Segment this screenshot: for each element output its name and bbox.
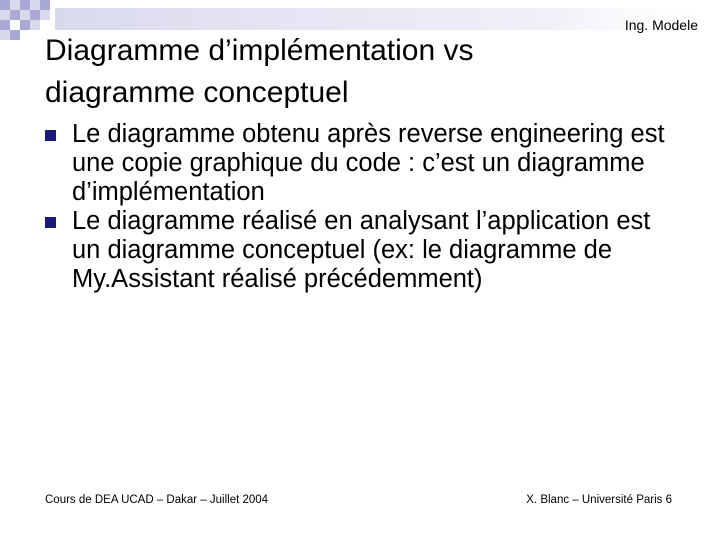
bullet-list	[45, 120, 685, 294]
course-label: Ing. Modele	[624, 17, 698, 33]
bullet-text: Le diagramme réalisé en analysant l’application est un diagramme conceptuel (ex: le diagramme de My.Assistant réalisé précédemment)	[72, 207, 651, 293]
bullet-text: Le diagramme obtenu après reverse engineering est une copie graphique du code : c’est un diagramme d’implémentation	[72, 120, 665, 206]
square-bullet-icon	[45, 130, 56, 141]
bullet-item	[45, 207, 685, 294]
bullet-item	[45, 120, 685, 207]
footer-author: X. Blanc – Université Paris 6	[526, 494, 672, 506]
square-bullet-icon	[45, 217, 56, 228]
slide-title: Diagramme d’implémentation vs diagramme conceptuel	[45, 34, 474, 109]
footer-course-info: Cours de DEA UCAD – Dakar – Juillet 2004	[45, 494, 269, 506]
